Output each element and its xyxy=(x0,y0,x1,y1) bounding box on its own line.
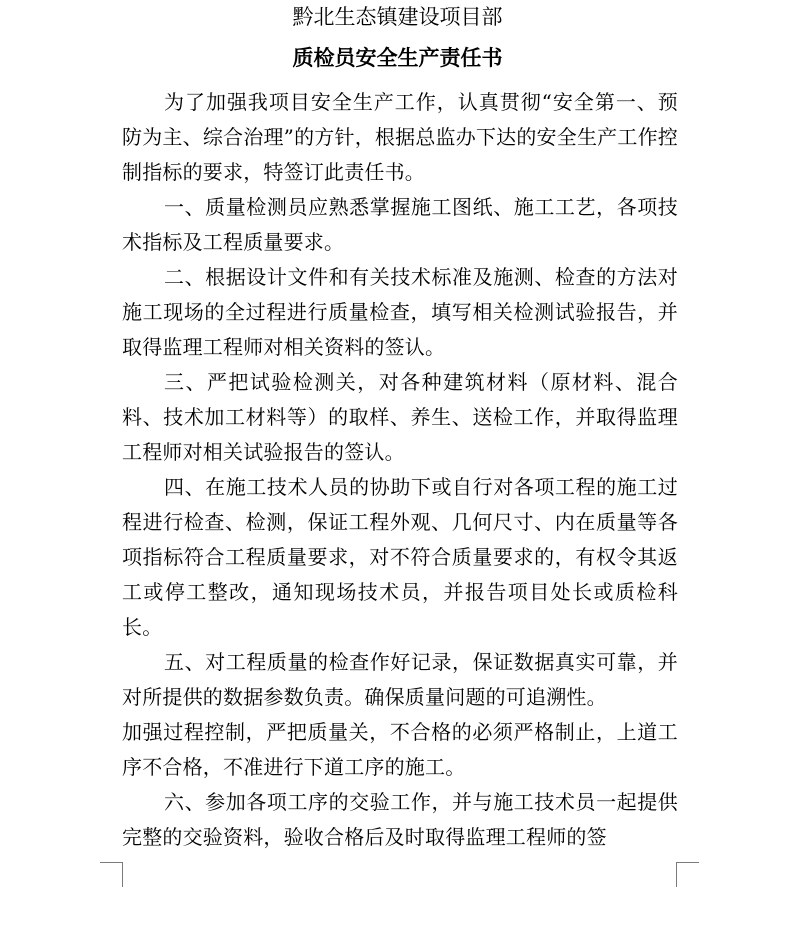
clause-5: 五、对工程质量的检查作好记录，保证数据真实可靠，并对所提供的数据参数负责。确保质量问题的可追溯性。 xyxy=(122,650,678,709)
clause-1: 一、质量检测员应熟悉掌握施工图纸、施工工艺，各项技术指标及工程质量要求。 xyxy=(122,195,678,254)
clause-3: 三、严把试验检测关，对各种建筑材料（原材料、混合料、技术加工材料等）的取样、养生、送检工作，并取得监理工程师对相关试验报告的签认。 xyxy=(122,370,678,464)
document-body xyxy=(122,85,678,855)
clause-4: 四、在施工技术人员的协助下或自行对各项工程的施工过程进行检查、检测，保证工程外观、几何尺寸、内在质量等各项指标符合工程质量要求，对不符合质量要求的，有权令其返工或停工整改，通知现场技术员，并报告项目处长或质检科长。 xyxy=(122,475,678,639)
crop-mark-left xyxy=(100,862,123,887)
crop-mark-right xyxy=(676,862,699,887)
intro-paragraph: 为了加强我项目安全生产工作，认真贯彻“安全第一、预防为主、综合治理”的方针，根据总监办下达的安全生产工作控制指标的要求，特签订此责任书。 xyxy=(122,90,678,184)
company-name: 黔北生态镇建设项目部 xyxy=(292,5,503,29)
document-title: 质检员安全生产责任书 xyxy=(292,45,503,70)
clause-5-continued: 加强过程控制，严把质量关，不合格的必须严格制止，上道工序不合格，不准进行下道工序的施工。 xyxy=(122,720,678,779)
clause-6: 六、参加各项工序的交验工作，并与施工技术员一起提供完整的交验资料，验收合格后及时取得监理工程师的签 xyxy=(122,790,678,849)
clause-2: 二、根据设计文件和有关技术标准及施测、检查的方法对施工现场的全过程进行质量检查，填写相关检测试验报告，并取得监理工程师对相关资料的签认。 xyxy=(122,265,678,359)
